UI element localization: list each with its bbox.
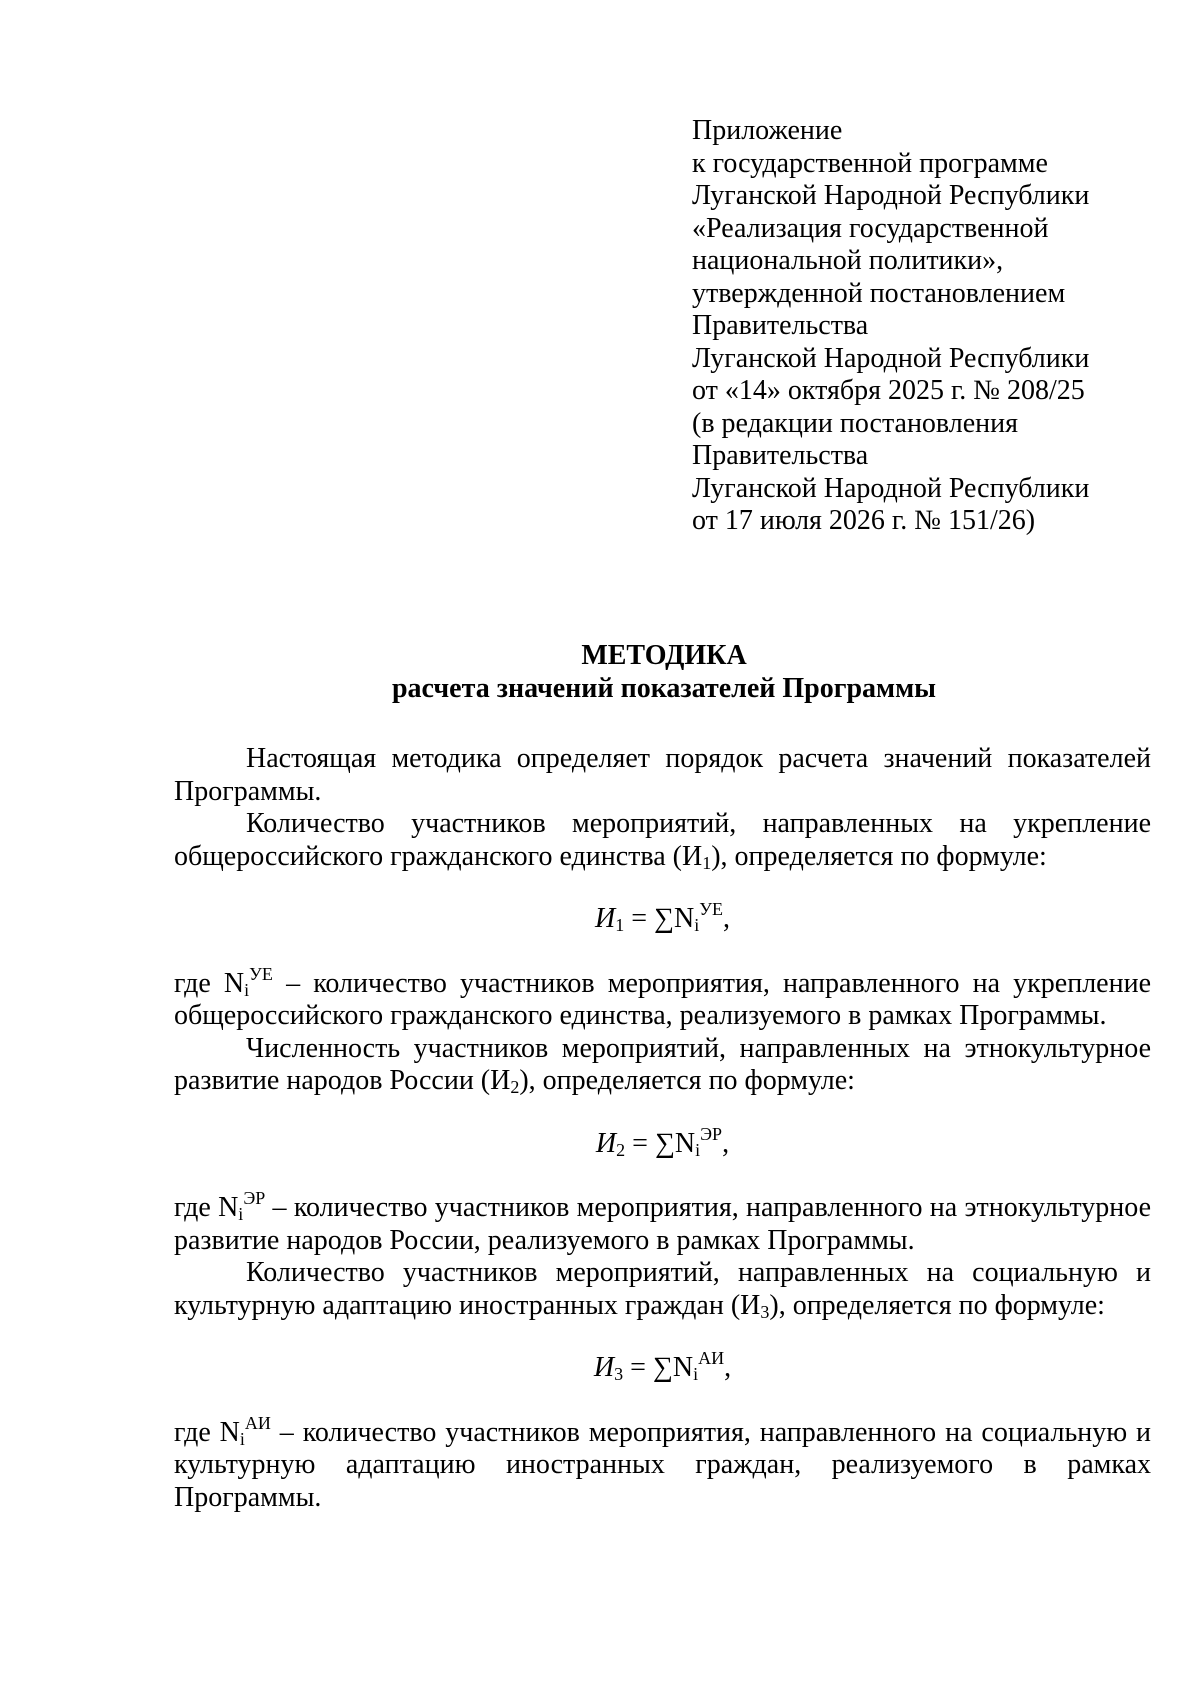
definition-3-index: i — [239, 1428, 245, 1449]
appendix-block — [692, 115, 1162, 538]
appendix-line: Луганской Народной Республики — [692, 472, 1090, 504]
appendix-line: «Реализация государственной — [692, 212, 1049, 244]
formula-3-tail: , — [724, 1352, 732, 1383]
formula-2-sum: = ∑N — [625, 1127, 696, 1159]
appendix-line: Правительства — [692, 310, 869, 341]
intro-paragraph — [174, 743, 1151, 808]
formula-2-superscript: ЭР — [700, 1123, 723, 1144]
formula-3-superscript: АИ — [698, 1348, 725, 1368]
page-title: МЕТОДИКА — [581, 640, 747, 671]
definition-1-start: где N — [174, 967, 245, 999]
formula-2-lhs: И — [595, 1127, 617, 1159]
document-heading — [0, 640, 1200, 705]
appendix-line: Луганской Народной Республики — [692, 342, 1090, 374]
formula-3 — [174, 1348, 1151, 1385]
indicator-1-text: Количество участников мероприятий, направленных на укрепление общероссийского гражданского единства (И — [174, 808, 1151, 872]
definition-3-superscript: АИ — [244, 1412, 271, 1433]
definition-3-paragraph — [174, 1412, 1151, 1515]
formula-3-index: i — [693, 1364, 699, 1384]
indicator-3-text: Количество участников мероприятий, направленных на социальную и культурную адаптацию иностранных граждан (И — [174, 1257, 1151, 1321]
definition-2-superscript: ЭР — [243, 1188, 266, 1208]
appendix-line: национальной политики», — [692, 245, 1004, 276]
appendix-line: Луганской Народной Республики — [692, 180, 1090, 211]
formula-1-tail: , — [722, 903, 730, 934]
definition-2-start: где N — [174, 1192, 239, 1223]
formula-2-lhs-subscript: 2 — [616, 1139, 626, 1160]
indicator-1-subscript: 1 — [702, 852, 712, 873]
formula-3-sum: = ∑N — [623, 1352, 694, 1383]
formula-1-lhs-subscript: 1 — [615, 915, 625, 935]
definition-2-paragraph — [174, 1188, 1152, 1257]
formula-3-lhs: И — [593, 1352, 615, 1383]
appendix-line: от 17 июля 2026 г. № 151/26) — [692, 505, 1036, 536]
definition-1-paragraph — [174, 963, 1151, 1033]
indicator-2-paragraph — [174, 1033, 1151, 1098]
indicator-2-subscript: 2 — [510, 1077, 520, 1097]
formula-1 — [174, 899, 1151, 936]
formula-1-index: i — [694, 915, 700, 935]
indicator-2-text-end: ), определяется по формуле: — [519, 1065, 855, 1096]
formula-2 — [174, 1123, 1151, 1161]
definition-3-text: – количество участников мероприятия, направленного на социальную и культурную адаптацию иностранных граждан, реализуемого в рамках Программы. — [174, 1416, 1151, 1513]
indicator-1-paragraph — [174, 808, 1151, 873]
appendix-line: утвержденной постановлением — [692, 277, 1066, 309]
formula-1-sum: = ∑N — [624, 903, 695, 934]
definition-3-start: где N — [174, 1416, 240, 1448]
appendix-line: Приложение — [692, 115, 843, 146]
formula-1-lhs: И — [595, 903, 616, 934]
intro-text: Настоящая методика определяет порядок расчета значений показателей Программы. — [174, 743, 1151, 807]
indicator-3-paragraph — [174, 1257, 1151, 1322]
definition-1-superscript: УЕ — [249, 963, 273, 984]
document-body — [174, 743, 1151, 1514]
definition-1-index: i — [244, 979, 250, 1000]
appendix-line: Правительства — [692, 440, 869, 471]
definition-2-text: – количество участников мероприятия, направленного на этнокультурное развитие народов России, реализуемого в рамках Программы. — [174, 1192, 1152, 1256]
definition-1-text: – количество участников мероприятия, направленного на укрепление общероссийского гражданского единства, реализуемого в рамках Программы. — [174, 967, 1151, 1031]
appendix-line: к государственной программе — [692, 147, 1048, 179]
indicator-3-subscript: 3 — [760, 1301, 770, 1322]
formula-1-superscript: УЕ — [699, 899, 723, 919]
indicator-2-text: Численность участников мероприятий, направленных на этнокультурное развитие народов России (И — [174, 1032, 1151, 1096]
indicator-1-text-end: ), определяется по формуле: — [711, 840, 1047, 872]
page-subtitle: расчета значений показателей Программы — [391, 672, 937, 704]
appendix-line: (в редакции постановления — [692, 407, 1019, 439]
formula-3-lhs-subscript: 3 — [614, 1364, 624, 1384]
definition-2-index: i — [238, 1204, 244, 1224]
appendix-line: от «14» октября 2025 г. № 208/25 — [692, 375, 1085, 406]
indicator-3-text-end: ), определяется по формуле: — [769, 1289, 1105, 1321]
formula-2-tail: , — [722, 1127, 730, 1159]
formula-2-index: i — [695, 1139, 701, 1160]
